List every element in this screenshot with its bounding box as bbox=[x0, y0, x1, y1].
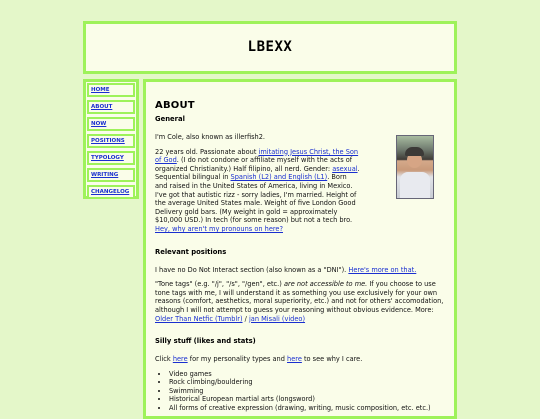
list-item: • Rock climbing/bouldering bbox=[169, 378, 446, 387]
personality-types-link[interactable]: here bbox=[172, 355, 188, 364]
nav-item-about[interactable]: ABOUT bbox=[87, 100, 135, 114]
why-care-link[interactable]: here bbox=[287, 355, 302, 364]
likes-list bbox=[169, 370, 446, 413]
nav-item-now[interactable]: NOW bbox=[87, 117, 135, 131]
asexual-link[interactable]: asexual bbox=[332, 164, 358, 173]
bilingual-link[interactable]: Spanish (L2) and English (L1) bbox=[230, 173, 328, 182]
section-heading-relevant-positions: Relevant positions bbox=[155, 247, 227, 256]
bio-section bbox=[155, 133, 446, 234]
section-heading-silly-stuff: Silly stuff (likes and stats) bbox=[155, 337, 256, 346]
dni-paragraph: I have no Do Not Interact section (also known as a "DNI"). Here's more on that. bbox=[155, 265, 417, 274]
site-title: LBEXX bbox=[247, 39, 293, 55]
nav-item-writing[interactable]: WRITING bbox=[87, 168, 135, 182]
pronouns-link[interactable]: Hey, why aren't my pronouns on here? bbox=[155, 224, 283, 233]
jesus-link[interactable]: imitating Jesus Christ, the Son of God bbox=[155, 147, 359, 165]
main-content bbox=[143, 79, 457, 419]
list-item: • Swimming bbox=[169, 387, 446, 396]
older-than-netfic-link[interactable]: Older Than Netfic (Tumblr) bbox=[155, 314, 243, 323]
tone-tags-paragraph: "Tone tags" (e.g. "/j", "/s", "/gen", etc.) are not accessible to me. If you choose to use tone tags with me, I will understand it as something you use exclusively for your own reasons (comfort, aesthetics, moral superiority, etc.) and not for others' accomodation, although I will not attempt to guess your reasoning without obvious evidence. More: Older Than Netfic (Tumblr) / jan Misali (video) bbox=[155, 280, 444, 323]
personality-paragraph: Click here for my personality types and here to see why I care. bbox=[155, 355, 363, 364]
page-title: ABOUT bbox=[155, 100, 195, 111]
list-item: • Video games bbox=[169, 370, 446, 379]
section-heading-general: General bbox=[155, 115, 185, 123]
nav-item-changelog[interactable]: CHANGELOG bbox=[87, 185, 135, 199]
dni-more-link[interactable]: Here's more on that. bbox=[348, 265, 417, 274]
list-item: • Historical European martial arts (longsword) bbox=[169, 395, 446, 404]
jan-misali-link[interactable]: jan Misali (video) bbox=[248, 314, 306, 323]
nav-item-typology[interactable]: TYPOLOGY bbox=[87, 151, 135, 165]
nav-item-positions[interactable]: POSITIONS bbox=[87, 134, 135, 148]
bio-paragraph: 22 years old. Passionate about imitating Jesus Christ, the Son of God. (I do not condone or affiliate myself with the acts of organized Christianity.) Half filipino, all nerd. Gender: asexual. Sequential bilingual in Spanish (L2) and English (L1). Born and raised in the United States of America, living in Mexico. I've got that autistic rizz - sorry ladies, I'm married. Height of the average United States male. Weight of five London Good Delivery gold bars. (My weight in gold = approximately $10,000 USD.) In tech (for some reason) but not a tech bro. Hey, why aren't my pronouns on here? bbox=[155, 147, 360, 233]
profile-photo bbox=[396, 135, 434, 199]
list-item: • All forms of creative expression (drawing, writing, music composition, etc. etc.) bbox=[169, 404, 446, 413]
site-header bbox=[83, 21, 457, 74]
sidebar-nav bbox=[83, 79, 139, 199]
nav-item-home[interactable]: HOME bbox=[87, 83, 135, 97]
intro-text: I'm Cole, also known as illerfish2. bbox=[155, 133, 266, 141]
